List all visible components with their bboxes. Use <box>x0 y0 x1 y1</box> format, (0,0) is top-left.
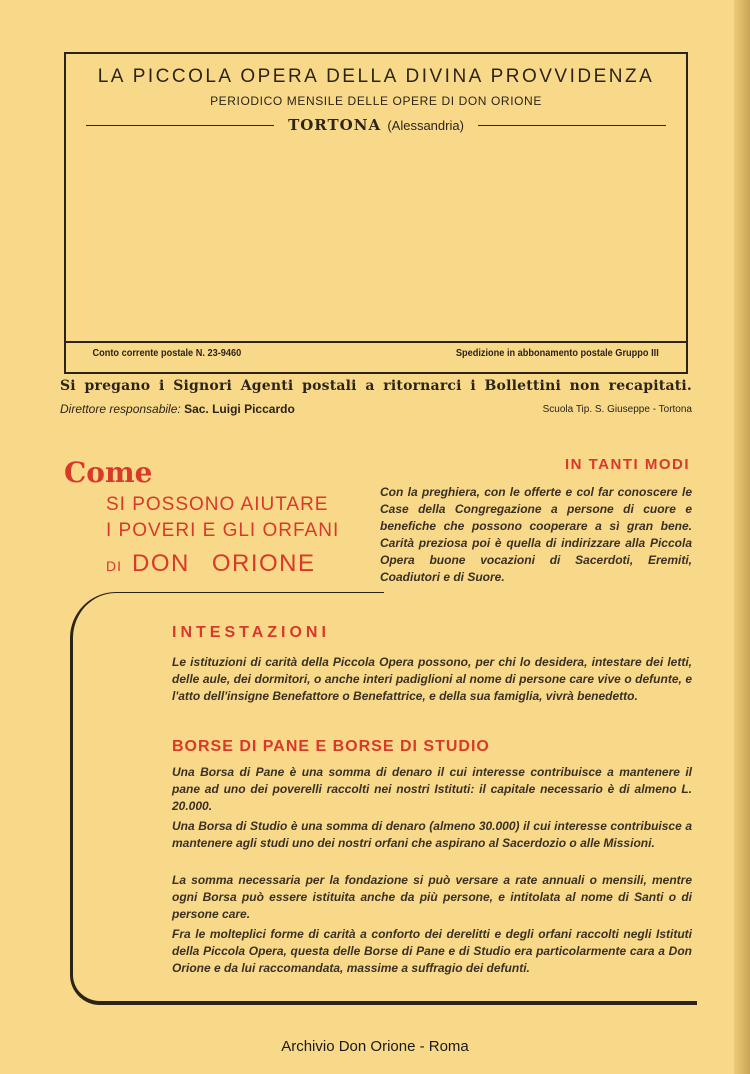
borse-heading: BORSE DI PANE E BORSE DI STUDIO <box>172 738 490 755</box>
borse-paragraph-4: Fra le molteplici forme di carità a conforto dei derelitti e degli orfani raccolti negli Istituti della Piccola Opera, questa delle Borse di Pane e di Studio era particolarmente cara a Don Orione e da lui raccomandata, massime a suffragio dei defunti. <box>172 927 692 975</box>
city-name <box>274 116 478 134</box>
archive-caption: Archivio Don Orione - Roma <box>281 1038 469 1055</box>
come-orione: ORIONE <box>211 550 316 577</box>
come-heading: Come <box>64 456 153 489</box>
director-line <box>60 402 295 416</box>
page-edge-shadow <box>734 0 750 1074</box>
city-row <box>86 114 666 136</box>
city-rule-right <box>478 125 666 126</box>
address-footer <box>86 348 668 359</box>
frame-top-gap <box>384 588 704 596</box>
director-label: Direttore responsabile: <box>60 402 181 416</box>
city-label: TORTONA <box>288 116 382 134</box>
intestazioni-heading: INTESTAZIONI <box>172 624 330 641</box>
province-label: (Alessandria) <box>387 118 464 133</box>
modi-heading: IN TANTI MODI <box>564 456 690 473</box>
come-line-3 <box>106 550 316 578</box>
address-box <box>64 52 688 374</box>
city-rule-left <box>86 125 274 126</box>
borse-paragraph-3: La somma necessaria per la fondazione si può versare a rate annuali o mensili, mentre ogni Borsa può essere istituita anche da più persone, e intitolata al nome di Santi o di persone care. <box>172 873 692 921</box>
intestazioni-text: Le istituzioni di carità della Piccola Opera possono, per chi lo desidera, intestare dei letti, delle aule, dei dormitori, o anche interi padiglioni al nome di persone care vive o defunte, e l'atto dell'insigne Benefattore o Benefattrice, e della sua famiglia, vivrà benedetto. <box>172 655 692 703</box>
publication-subtitle: PERIODICO MENSILE DELLE OPERE DI DON ORIONE <box>210 94 542 108</box>
come-line-1: SI POSSONO AIUTARE <box>106 494 329 515</box>
postal-account: Conto corrente postale N. 23-9460 <box>92 348 242 359</box>
printer-credit: Scuola Tip. S. Giuseppe - Tortona <box>542 404 692 415</box>
director-name: Sac. Luigi Piccardo <box>184 402 295 416</box>
return-notice: Si pregano i Signori Agenti postali a ritornarci i Bollettini non recapitati. <box>60 378 692 394</box>
borse-paragraph-1: Una Borsa di Pane è una somma di denaro il cui interesse contribuisce a mantenere il pane ad uno dei poverelli raccolti nei nostri Istituti: il capitale necessario è di almeno L. 20.000. <box>172 765 692 813</box>
come-don: DON <box>132 550 190 577</box>
borse-paragraph-2: Una Borsa di Studio è una somma di denaro (almeno 30.000) il cui interesse contribuisce a mantenere agli studi uno dei nostri orfani che aspirano al Sacerdozio o alle Missioni. <box>172 819 692 850</box>
address-footer-rule <box>66 341 686 343</box>
come-di: DI <box>106 558 122 574</box>
come-line-2: I POVERI E GLI ORFANI <box>106 520 340 541</box>
modi-text: Con la preghiera, con le offerte e col far conoscere le Case della Congregazione a persone di cuore e benefiche che possono cooperare a sì gran bene. Carità preziosa poi è quella di indirizzare alla Piccola Opera buone vocazioni di Sacerdoti, Eremiti, Coadiutori e di Suore. <box>380 485 692 584</box>
publication-title: LA PICCOLA OPERA DELLA DIVINA PROVVIDENZA <box>97 66 655 87</box>
shipping-info: Spedizione in abbonamento postale Gruppo III <box>456 348 660 359</box>
